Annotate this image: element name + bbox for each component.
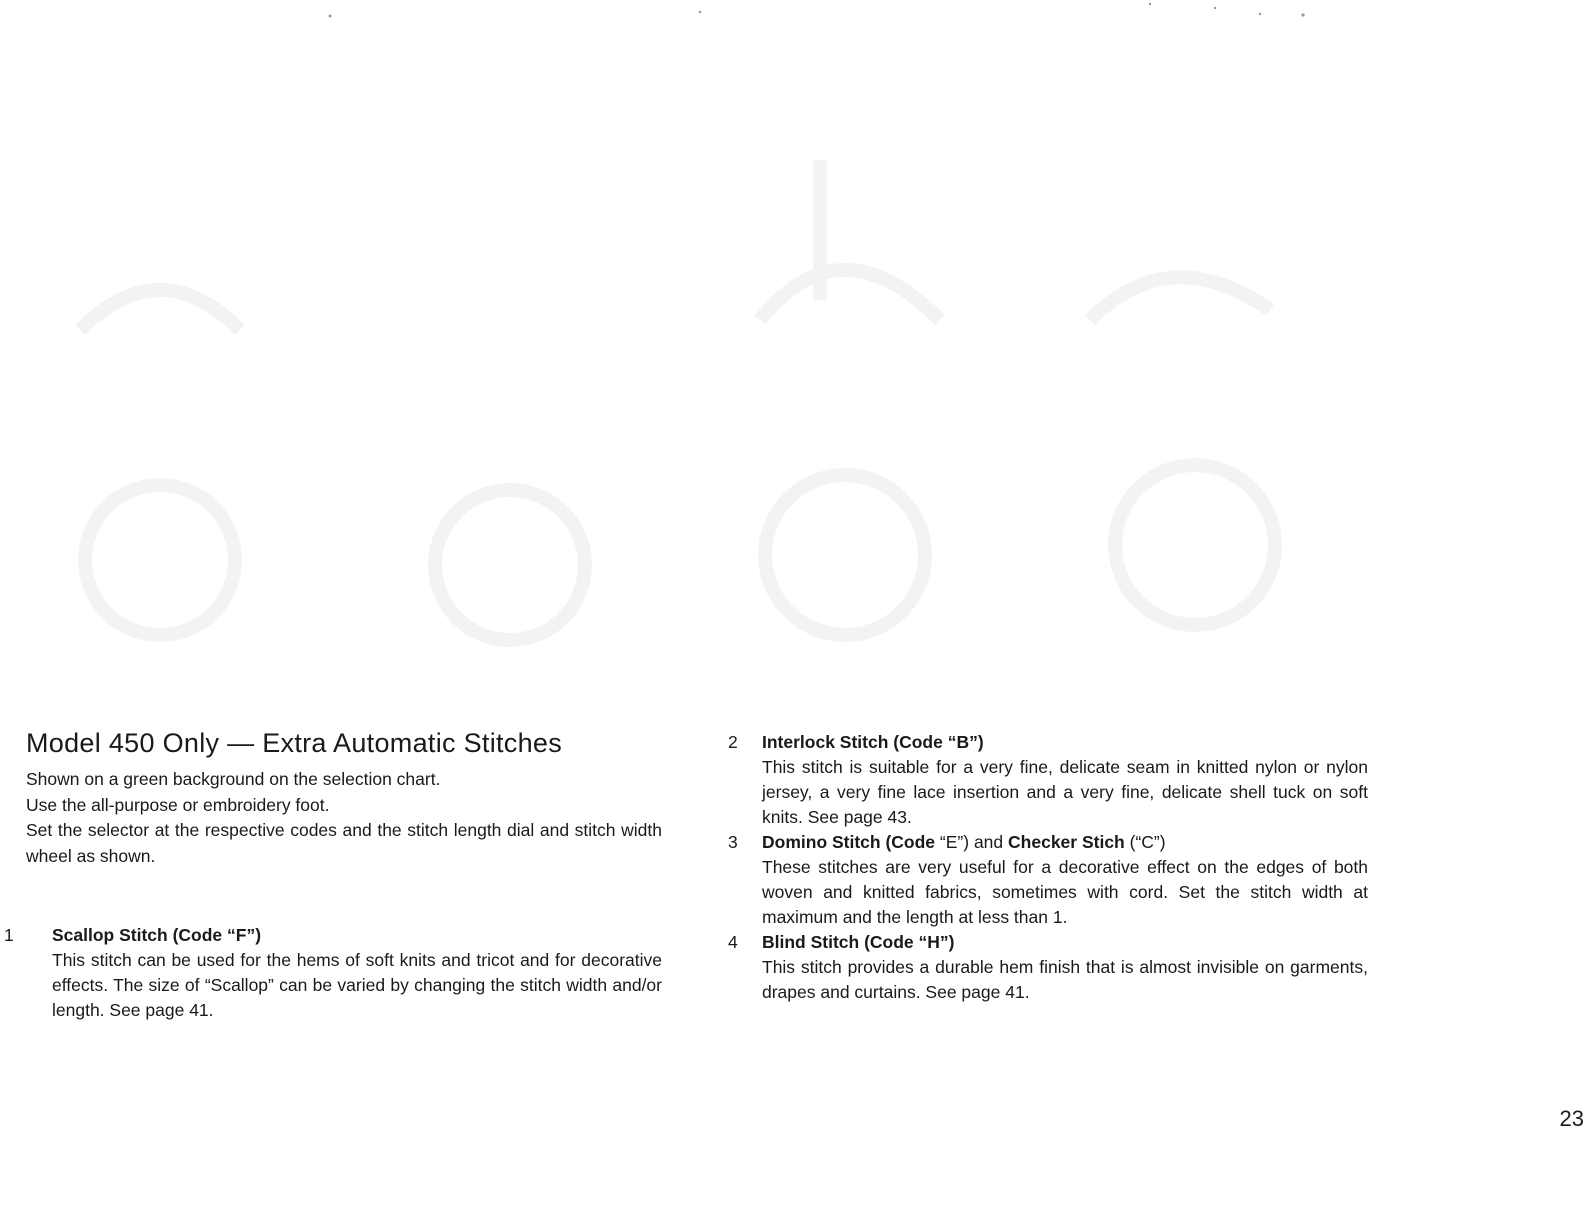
item-title-part: “E”): [939, 832, 970, 852]
item-title-part: and: [973, 832, 1004, 852]
item-title: Blind Stitch (Code “H”): [762, 932, 955, 952]
item-description: This stitch can be used for the hems of soft knits and tricot and for decorative effects. The size of “Scallop” can be varied by changing the stitch width and/or length. See page 41.: [52, 950, 662, 1020]
intro-line-2: Use the all-purpose or embroidery foot.: [26, 794, 330, 815]
left-column: [4, 728, 662, 1023]
stitch-item-scallop: [4, 923, 662, 1023]
item-description: This stitch is suitable for a very fine, delicate seam in knitted nylon or nylon jersey, a very fine lace insertion and a very fine, delicate shell tuck on soft knits. See page 43.: [762, 757, 1368, 827]
item-number: 1: [4, 925, 14, 945]
section-heading: Model 450 Only — Extra Automatic Stitches: [26, 728, 563, 758]
intro-line-3: Set the selector at the respective codes and the stitch length dial and stitch width wheel as shown.: [26, 820, 662, 866]
intro-line-1: Shown on a green background on the selection chart.: [26, 769, 441, 789]
item-title: Scallop Stitch (Code “F”): [52, 925, 262, 945]
item-title: Interlock Stitch (Code “B”): [762, 732, 984, 752]
item-title: [762, 830, 1368, 855]
item-title-part: (“C”): [1129, 832, 1166, 852]
item-description: This stitch provides a durable hem finish that is almost invisible on garments, drapes and curtains. See page 41.: [762, 957, 1368, 1002]
item-number: 2: [728, 732, 738, 752]
item-title-part: Checker Stich: [1008, 832, 1125, 852]
item-description: These stitches are very useful for a decorative effect on the edges of both woven and knitted fabrics, sometimes with cord. Set the stitch width at maximum and the length at less than 1.: [762, 857, 1368, 927]
item-number: 4: [728, 932, 738, 952]
stitch-item-domino-checker: [728, 830, 1368, 930]
right-column: [728, 730, 1368, 1005]
stitch-item-blind: [728, 930, 1368, 1005]
item-number: 3: [728, 832, 738, 852]
page-number: 23: [1559, 1106, 1584, 1131]
stitch-item-interlock: [728, 730, 1368, 830]
item-title-part: Domino Stitch (Code: [762, 832, 936, 852]
